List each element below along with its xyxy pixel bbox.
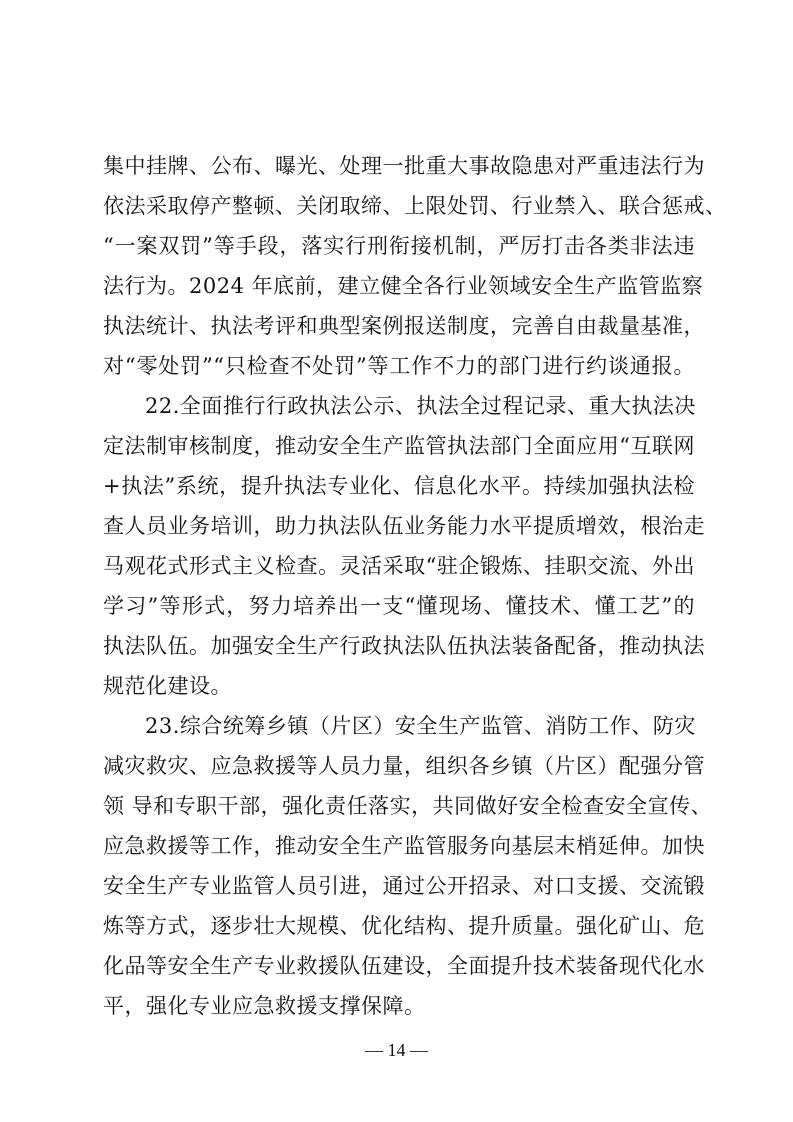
text-line: 依法采取停产整顿、关闭取缔、上限处罚、行业禁入、联合惩戒、 bbox=[103, 194, 727, 218]
text-line: 应急救援等工作，推动安全生产监管服务向基层末梢延伸。加快 bbox=[103, 834, 705, 858]
text-line: 减灾救灾、应急救援等人员力量，组织各乡镇（片区）配强分管 bbox=[103, 754, 705, 778]
body-text bbox=[103, 146, 727, 1026]
text-line: 定法制审核制度，推动安全生产监管执法部门全面应用“互联网 bbox=[103, 434, 695, 458]
text-line: 执法队伍。加强安全生产行政执法队伍执法装备配备，推动执法 bbox=[103, 634, 705, 658]
text-line: +执法”系统，提升执法专业化、信息化水平。持续加强执法检 bbox=[103, 474, 695, 498]
text-line: 马观花式形式主义检查。灵活采取“驻企锻炼、挂职交流、外出 bbox=[103, 554, 695, 578]
text-line: 法行为。2024 年底前，建立健全各行业领域安全生产监管监察 bbox=[103, 274, 704, 298]
text-line: “一案双罚”等手段，落实行刑衔接机制，严厉打击各类非法违 bbox=[103, 234, 695, 258]
text-line: 化品等安全生产专业救援队伍建设，全面提升技术装备现代化水 bbox=[103, 954, 705, 978]
text-line: 对“零处罚”“只检查不处罚”等工作不力的部门进行约谈通报。 bbox=[103, 354, 695, 378]
text-line: 学习”等形式，努力培养出一支“懂现场、懂技术、懂工艺”的 bbox=[103, 594, 695, 618]
paragraph-23-first-line: 23.综合统筹乡镇（片区）安全生产监管、消防工作、防灾 bbox=[145, 714, 696, 738]
page-number: — 14 — bbox=[365, 1040, 428, 1060]
paragraph-22-first-line: 22.全面推行行政执法公示、执法全过程记录、重大执法决 bbox=[145, 394, 696, 418]
text-line: 炼等方式，逐步壮大规模、优化结构、提升质量。强化矿山、危 bbox=[103, 914, 705, 938]
text-line: 集中挂牌、公布、曝光、处理一批重大事故隐患对严重违法行为 bbox=[103, 154, 705, 178]
text-line: 领 导和专职干部，强化责任落实，共同做好安全检查安全宣传、 bbox=[103, 794, 713, 818]
text-line: 规范化建设。 bbox=[103, 674, 232, 698]
text-line: 安全生产专业监管人员引进，通过公开招录、对口支援、交流锻 bbox=[103, 874, 705, 898]
text-line: 执法统计、执法考评和典型案例报送制度，完善自由裁量基准， bbox=[103, 314, 705, 338]
text-line: 查人员业务培训，助力执法队伍业务能力水平提质增效，根治走 bbox=[103, 514, 705, 538]
text-line: 平，强化专业应急救援支撑保障。 bbox=[103, 994, 426, 1018]
